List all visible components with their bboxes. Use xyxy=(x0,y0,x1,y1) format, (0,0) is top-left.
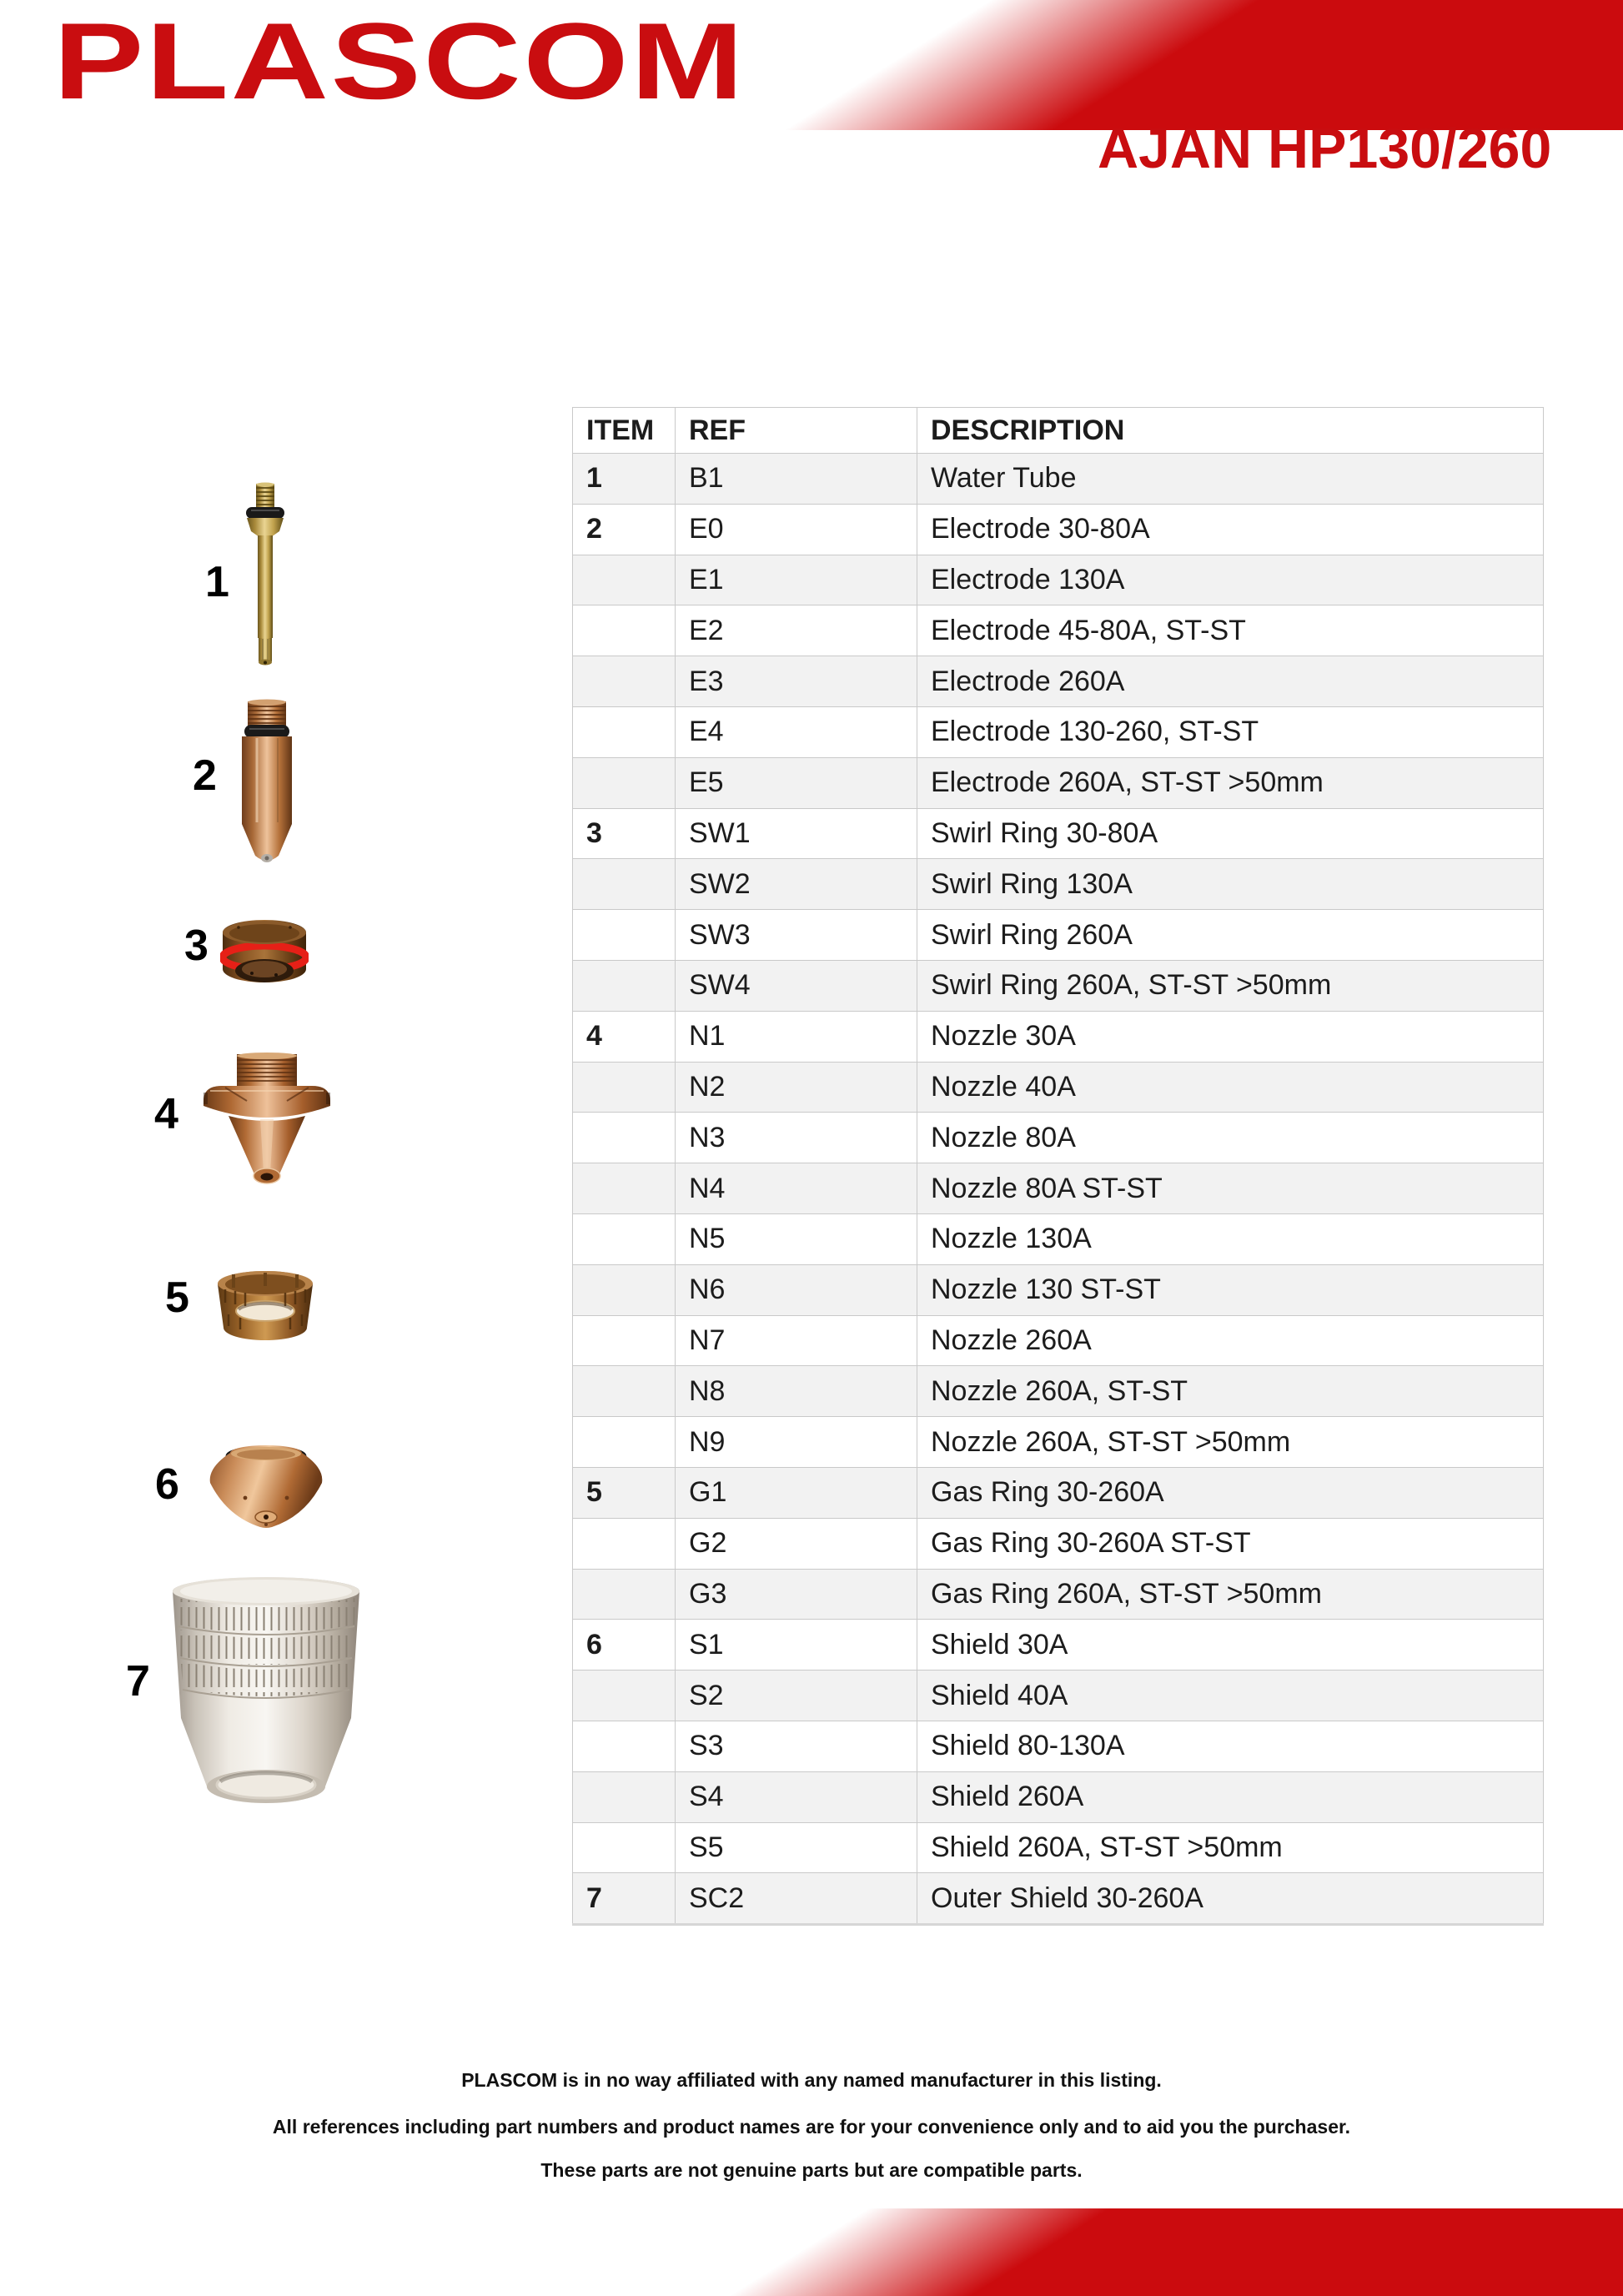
cell-desc: Swirl Ring 130A xyxy=(917,859,1544,910)
cell-desc: Shield 30A xyxy=(917,1620,1544,1671)
cell-item xyxy=(573,706,676,757)
cell-item xyxy=(573,1771,676,1822)
table-row xyxy=(573,1011,1544,1062)
cell-item xyxy=(573,1721,676,1771)
cell-item xyxy=(573,1671,676,1721)
cell-ref: N9 xyxy=(676,1417,917,1468)
gas-ring-image xyxy=(215,1266,315,1346)
cell-item: 5 xyxy=(573,1467,676,1518)
cell-desc: Shield 260A xyxy=(917,1771,1544,1822)
table-row xyxy=(573,859,1544,910)
cell-desc: Nozzle 260A, ST-ST >50mm xyxy=(917,1417,1544,1468)
cell-desc: Electrode 30-80A xyxy=(917,504,1544,555)
table-row xyxy=(573,1315,1544,1366)
cell-desc: Shield 80-130A xyxy=(917,1721,1544,1771)
table-row xyxy=(573,1518,1544,1569)
table-row xyxy=(573,706,1544,757)
cell-ref: SW4 xyxy=(676,960,917,1011)
cell-desc: Nozzle 130A xyxy=(917,1213,1544,1264)
cell-item xyxy=(573,1822,676,1873)
cell-item xyxy=(573,910,676,961)
cell-ref: N4 xyxy=(676,1163,917,1214)
cell-item: 6 xyxy=(573,1620,676,1671)
cell-ref: G3 xyxy=(676,1569,917,1620)
table-row xyxy=(573,605,1544,656)
cell-ref: S1 xyxy=(676,1620,917,1671)
nozzle-image xyxy=(200,1053,334,1189)
cell-item xyxy=(573,1213,676,1264)
table-row xyxy=(573,960,1544,1011)
cell-desc: Nozzle 80A ST-ST xyxy=(917,1163,1544,1214)
cell-item xyxy=(573,1366,676,1417)
table-row xyxy=(573,1467,1544,1518)
table-row xyxy=(573,757,1544,808)
table-row xyxy=(573,1822,1544,1873)
cell-item xyxy=(573,1113,676,1163)
swirl-ring-image xyxy=(220,916,309,992)
cell-item xyxy=(573,1569,676,1620)
cell-item xyxy=(573,859,676,910)
plascom-logo: PLASCOM xyxy=(53,0,746,122)
disclaimer-line-3: These parts are not genuine parts but are compatible parts. xyxy=(540,2159,1083,2181)
cell-desc: Outer Shield 30-260A xyxy=(917,1873,1544,1925)
cell-ref: N6 xyxy=(676,1264,917,1315)
cell-item: 1 xyxy=(573,454,676,505)
table-row xyxy=(573,1771,1544,1822)
table-row xyxy=(573,1113,1544,1163)
column-header-ref: REF xyxy=(676,408,917,454)
cell-desc: Nozzle 260A xyxy=(917,1315,1544,1366)
disclaimer-line-2: All references including part numbers and product names are for your convenience only and to aid you the purchaser. xyxy=(272,2116,1351,2138)
cell-item xyxy=(573,1315,676,1366)
table-row xyxy=(573,1620,1544,1671)
column-header-item: ITEM xyxy=(573,408,676,454)
table-row xyxy=(573,1721,1544,1771)
part-label-1: 1 xyxy=(205,558,229,606)
cell-desc: Gas Ring 30-260A ST-ST xyxy=(917,1518,1544,1569)
cell-ref: G1 xyxy=(676,1467,917,1518)
cell-ref: SW2 xyxy=(676,859,917,910)
table-row xyxy=(573,555,1544,605)
cell-desc: Nozzle 30A xyxy=(917,1011,1544,1062)
cell-item xyxy=(573,605,676,656)
cell-ref: S5 xyxy=(676,1822,917,1873)
table-row xyxy=(573,1417,1544,1468)
part-label-6: 6 xyxy=(155,1460,179,1509)
cell-ref: N1 xyxy=(676,1011,917,1062)
cell-item xyxy=(573,1417,676,1468)
cell-desc: Electrode 260A xyxy=(917,656,1544,707)
cell-desc: Gas Ring 30-260A xyxy=(917,1467,1544,1518)
cell-ref: N8 xyxy=(676,1366,917,1417)
cell-desc: Electrode 45-80A, ST-ST xyxy=(917,605,1544,656)
cell-desc: Electrode 130A xyxy=(917,555,1544,605)
cell-ref: N5 xyxy=(676,1213,917,1264)
part-label-7: 7 xyxy=(126,1657,150,1706)
table-row xyxy=(573,656,1544,707)
outer-shield-image xyxy=(170,1576,362,1815)
table-row xyxy=(573,1569,1544,1620)
cell-desc: Water Tube xyxy=(917,454,1544,505)
cell-desc: Swirl Ring 260A xyxy=(917,910,1544,961)
part-label-5: 5 xyxy=(165,1274,189,1322)
cell-ref: E2 xyxy=(676,605,917,656)
table-row xyxy=(573,808,1544,859)
table-row xyxy=(573,1873,1544,1925)
cell-desc: Nozzle 80A xyxy=(917,1113,1544,1163)
parts-table xyxy=(572,407,1544,1926)
cell-ref: E3 xyxy=(676,656,917,707)
cell-desc: Gas Ring 260A, ST-ST >50mm xyxy=(917,1569,1544,1620)
part-label-2: 2 xyxy=(193,751,217,800)
cell-desc: Swirl Ring 30-80A xyxy=(917,808,1544,859)
part-label-3: 3 xyxy=(184,922,209,970)
cell-item xyxy=(573,757,676,808)
cell-ref: N7 xyxy=(676,1315,917,1366)
cell-ref: S3 xyxy=(676,1721,917,1771)
cell-item xyxy=(573,960,676,1011)
cell-desc: Swirl Ring 260A, ST-ST >50mm xyxy=(917,960,1544,1011)
cell-ref: B1 xyxy=(676,454,917,505)
table-row xyxy=(573,1163,1544,1214)
disclaimer-line-1: PLASCOM is in no way affiliated with any named manufacturer in this listing. xyxy=(461,2069,1162,2091)
cell-ref: S2 xyxy=(676,1671,917,1721)
table-row xyxy=(573,454,1544,505)
cell-item: 7 xyxy=(573,1873,676,1925)
cell-desc: Electrode 130-260, ST-ST xyxy=(917,706,1544,757)
cell-item xyxy=(573,1062,676,1113)
cell-ref: G2 xyxy=(676,1518,917,1569)
table-row xyxy=(573,1671,1544,1721)
cell-ref: SW3 xyxy=(676,910,917,961)
cell-desc: Nozzle 40A xyxy=(917,1062,1544,1113)
table-row xyxy=(573,1213,1544,1264)
cell-item: 3 xyxy=(573,808,676,859)
cell-item xyxy=(573,1518,676,1569)
table-row xyxy=(573,1264,1544,1315)
footer-red-band xyxy=(707,2208,1623,2296)
cell-ref: E5 xyxy=(676,757,917,808)
cell-item xyxy=(573,1264,676,1315)
water-tube-image xyxy=(240,482,290,667)
cell-ref: SC2 xyxy=(676,1873,917,1925)
cell-ref: SW1 xyxy=(676,808,917,859)
cell-item: 4 xyxy=(573,1011,676,1062)
cell-ref: S4 xyxy=(676,1771,917,1822)
cell-ref: E1 xyxy=(676,555,917,605)
cell-desc: Shield 260A, ST-ST >50mm xyxy=(917,1822,1544,1873)
cell-desc: Electrode 260A, ST-ST >50mm xyxy=(917,757,1544,808)
table-row xyxy=(573,910,1544,961)
page-title: AJAN HP130/260 xyxy=(1098,117,1552,180)
table-header-row xyxy=(573,408,1544,454)
column-header-description: DESCRIPTION xyxy=(917,408,1544,454)
table-body xyxy=(573,454,1544,1925)
cell-ref: N3 xyxy=(676,1113,917,1163)
electrode-image xyxy=(240,699,294,869)
table-row xyxy=(573,1062,1544,1113)
shield-image xyxy=(205,1444,327,1531)
table-row xyxy=(573,1366,1544,1417)
cell-ref: E0 xyxy=(676,504,917,555)
cell-ref: N2 xyxy=(676,1062,917,1113)
cell-item xyxy=(573,1163,676,1214)
cell-desc: Nozzle 260A, ST-ST xyxy=(917,1366,1544,1417)
cell-ref: E4 xyxy=(676,706,917,757)
part-label-4: 4 xyxy=(154,1090,178,1138)
cell-item: 2 xyxy=(573,504,676,555)
cell-desc: Shield 40A xyxy=(917,1671,1544,1721)
header-red-band xyxy=(766,0,1623,130)
table-row xyxy=(573,504,1544,555)
cell-item xyxy=(573,656,676,707)
cell-item xyxy=(573,555,676,605)
cell-desc: Nozzle 130 ST-ST xyxy=(917,1264,1544,1315)
